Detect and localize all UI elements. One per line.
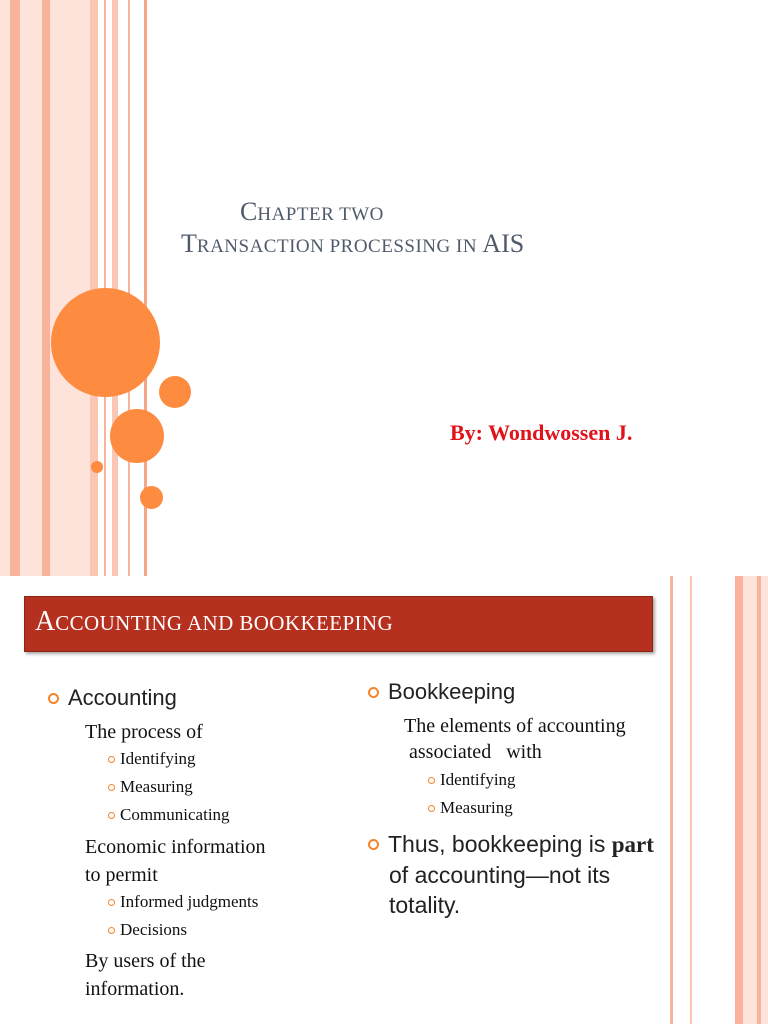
sub-bullet-icon bbox=[108, 784, 115, 791]
sub-bullet: Identifying bbox=[108, 749, 196, 769]
sub-bullet: Measuring bbox=[428, 798, 513, 818]
accounting-line: to permit bbox=[85, 864, 158, 886]
decor-circle bbox=[159, 376, 191, 408]
decor-circle bbox=[110, 409, 164, 463]
title-line-1: CHAPTER TWO bbox=[240, 197, 384, 226]
decor-circle bbox=[140, 486, 163, 509]
thus-line: of accounting—not its bbox=[389, 862, 611, 888]
content-slide bbox=[0, 576, 768, 1024]
decor-stripe bbox=[128, 0, 130, 576]
bullet-accounting: Accounting bbox=[48, 685, 177, 711]
decor-stripe bbox=[670, 576, 673, 1024]
sub-bullet: Measuring bbox=[108, 777, 193, 797]
author-name: By: Wondwossen J. bbox=[450, 420, 633, 445]
decor-stripe bbox=[735, 576, 743, 1024]
sub-bullet: Identifying bbox=[428, 770, 516, 790]
bookkeeping-line: The elements of accounting bbox=[404, 715, 626, 737]
accounting-line: The process of bbox=[85, 721, 203, 743]
bullet-icon bbox=[368, 687, 379, 698]
bookkeeping-line: associated with bbox=[409, 741, 542, 763]
sub-bullet-icon bbox=[108, 756, 115, 763]
sub-bullet: Decisions bbox=[108, 920, 187, 940]
accounting-line: Economic information bbox=[85, 836, 266, 858]
sub-bullet-icon bbox=[428, 777, 435, 784]
title-line-2: TRANSACTION PROCESSING IN AIS bbox=[181, 229, 525, 258]
decor-circle bbox=[91, 461, 103, 473]
sub-bullet-icon bbox=[428, 805, 435, 812]
decor-stripe bbox=[761, 576, 768, 1024]
decor-stripe bbox=[20, 0, 42, 576]
bullet-bookkeeping: Bookkeeping bbox=[368, 679, 515, 705]
accounting-line: information. bbox=[85, 978, 185, 1000]
sub-bullet-icon bbox=[108, 812, 115, 819]
sub-bullet-icon bbox=[108, 927, 115, 934]
thus-line: totality. bbox=[389, 892, 461, 918]
accounting-line: By users of the bbox=[85, 950, 206, 972]
bullet-icon bbox=[48, 693, 59, 704]
decor-stripe bbox=[743, 576, 757, 1024]
decor-stripe bbox=[42, 0, 50, 576]
bullet-thus: Thus, bookkeeping is part bbox=[368, 831, 654, 858]
sub-bullet-icon bbox=[108, 899, 115, 906]
decor-circle-large bbox=[51, 288, 160, 397]
slide-title: ACCOUNTING AND BOOKKEEPING bbox=[35, 606, 394, 637]
bullet-icon bbox=[368, 839, 379, 850]
slide-title-banner bbox=[24, 596, 653, 652]
decor-stripe bbox=[10, 0, 20, 576]
sub-bullet: Communicating bbox=[108, 805, 230, 825]
decor-stripe bbox=[50, 0, 90, 576]
decor-stripe bbox=[0, 0, 10, 576]
sub-bullet: Informed judgments bbox=[108, 892, 258, 912]
decor-stripe bbox=[690, 576, 692, 1024]
